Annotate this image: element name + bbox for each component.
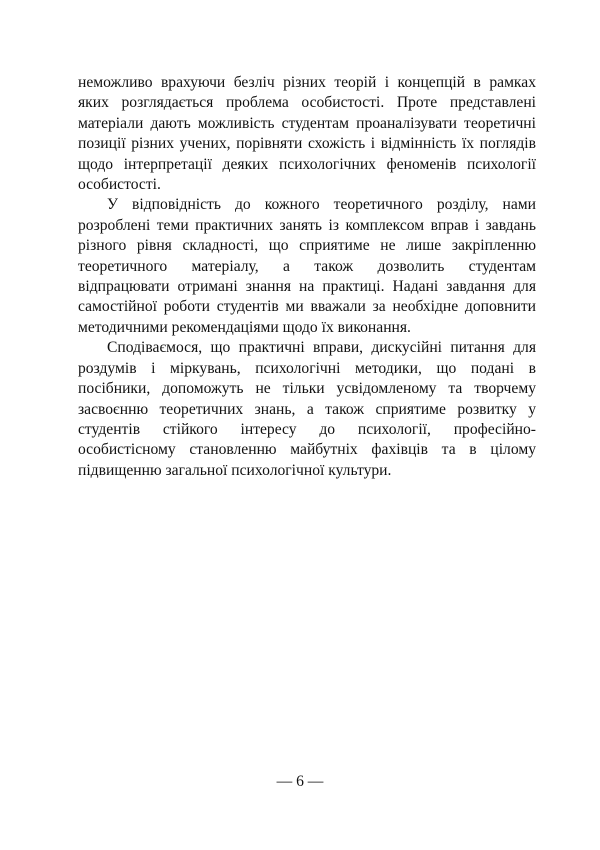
text-line: теоретичного матеріалу, а також дозволить студентам (78, 257, 536, 275)
paragraph-3 (78, 338, 536, 481)
text-line: відпрацювати отримані знання на практиці. Надані завдання для (78, 278, 536, 296)
text-line: яких розглядається проблема особистості. Проте представлені (78, 94, 536, 112)
text-line: неможливо врахуючи безліч різних теорій і концепцій в рамках (78, 74, 536, 91)
body-text (78, 73, 536, 481)
text-line: щодо інтерпретації деяких психологічних феноменів психології (78, 155, 536, 173)
text-line: матеріали дають можливість студентам проаналізувати теоретичні (78, 114, 536, 132)
paragraph-1 (78, 73, 536, 195)
text-line: Сподіваємося, що практичні вправи, дискусійні питання для (107, 339, 536, 357)
text-line: студентів стійкого інтересу до психології, професійно- (78, 420, 536, 438)
text-line: підвищенню загальної психологічної культури. (78, 461, 392, 479)
paragraph-2 (78, 195, 536, 338)
text-line: позиції різних учених, порівняти схожість і відмінність їх поглядів (78, 135, 536, 153)
text-line: У відповідність до кожного теоретичного розділу, нами (107, 196, 536, 214)
text-line: методичними рекомендаціями щодо їх виконання. (78, 318, 411, 336)
text-line: посібники, допоможуть не тільки усвідомленому та творчему (78, 380, 536, 398)
text-line: самостійної роботи студентів ми вважали за необхідне доповнити (78, 298, 536, 316)
text-line: особистості. (78, 176, 161, 194)
text-line: особистісному становленню майбутніх фахівців та в цілому (78, 441, 536, 459)
text-line: засвоєнню теоретичних знань, а також сприятиме розвитку у (78, 400, 536, 418)
text-line: різного рівня складності, що сприятиме не лише закріпленню (78, 237, 536, 255)
page-number: — 6 — (276, 773, 324, 790)
text-line: роздумів і міркувань, психологічні методики, що подані в (78, 359, 536, 377)
text-line: розроблені теми практичних занять із комплексом вправ і завдань (78, 216, 536, 234)
